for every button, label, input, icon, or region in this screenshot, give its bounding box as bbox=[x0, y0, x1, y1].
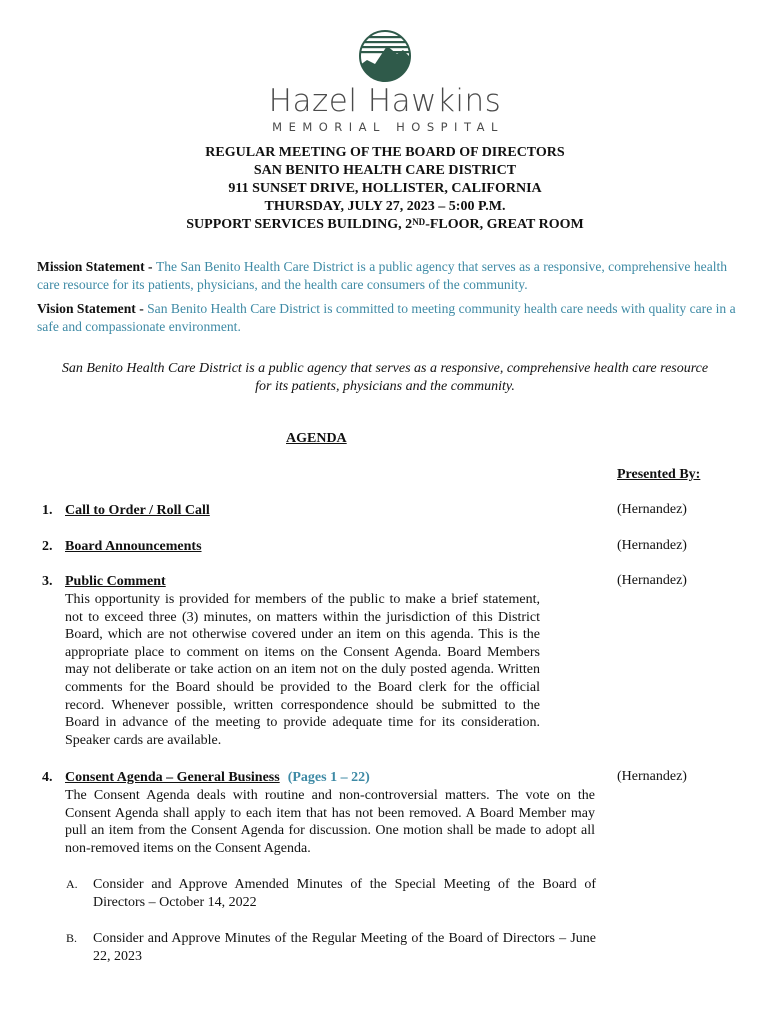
mission-text: The San Benito Health Care District is a public agency that serves as a responsive, comprehensive health care resource for its patients, physicians, and the health care consumers of the community. bbox=[37, 259, 728, 292]
vision-statement bbox=[37, 300, 737, 335]
item-3-presenter: (Hernandez) bbox=[617, 573, 687, 588]
item-number: 1. bbox=[42, 503, 53, 518]
presented-by-header: Presented By: bbox=[617, 467, 701, 482]
vision-text: San Benito Health Care District is committed to meeting community health care needs with quality care in a safe and compassionate environment. bbox=[37, 301, 736, 334]
heading-line-5 bbox=[0, 216, 770, 234]
vision-label: Vision Statement - bbox=[37, 301, 148, 316]
heading-line-5-pre: SUPPORT SERVICES BUILDING, 2 bbox=[186, 217, 413, 232]
meeting-heading bbox=[0, 144, 770, 234]
district-statement: San Benito Health Care District is a public agency that serves as a responsive, comprehensive health care resource for its patients, physicians and the community. bbox=[61, 361, 709, 394]
subitem-text: Consider and Approve Amended Minutes of the Special Meeting of the Board of Directors – October 14, 2022 bbox=[93, 877, 596, 910]
mission-statement bbox=[37, 258, 737, 293]
item-number: 2. bbox=[42, 539, 53, 554]
item-title: Public Comment bbox=[65, 574, 166, 589]
item-number: 4. bbox=[42, 770, 53, 785]
item-4-description: The Consent Agenda deals with routine and non-controversial matters. The vote on the Consent Agenda shall apply to each item that has not been removed. A Board Member may pull an item from the Consent Agenda for discussion. One motion shall be made to adopt all non-removed items on the Consent Agenda. bbox=[65, 788, 595, 856]
consent-subitem-a bbox=[66, 876, 596, 911]
heading-line-5-sup: ND bbox=[412, 217, 426, 227]
mission-label: Mission Statement - bbox=[37, 259, 156, 274]
subitem-label: A. bbox=[66, 877, 78, 891]
consent-subitem-b bbox=[66, 930, 596, 965]
item-title: Call to Order / Roll Call bbox=[65, 503, 210, 518]
agenda-item-4 bbox=[42, 769, 602, 787]
item-2-presenter: (Hernandez) bbox=[617, 538, 687, 553]
item-title: Board Announcements bbox=[65, 539, 202, 554]
logo-name: Hazel Hawkins bbox=[268, 83, 502, 119]
heading-line-3: 911 SUNSET DRIVE, HOLLISTER, CALIFORNIA bbox=[228, 181, 542, 196]
mountain-logo-icon bbox=[353, 30, 417, 82]
item-4-pages: (Pages 1 – 22) bbox=[287, 770, 370, 785]
item-number: 3. bbox=[42, 574, 53, 589]
subitem-label: B. bbox=[66, 931, 78, 945]
item-1-presenter: (Hernandez) bbox=[617, 502, 687, 517]
heading-line-1: REGULAR MEETING OF THE BOARD OF DIRECTORS bbox=[205, 145, 565, 160]
agenda-item-2 bbox=[42, 538, 542, 556]
heading-line-5-post: -FLOOR, GREAT ROOM bbox=[425, 217, 584, 232]
item-4-presenter: (Hernandez) bbox=[617, 769, 687, 784]
logo-subtitle: MEMORIAL HOSPITAL bbox=[272, 120, 504, 134]
agenda-item-3 bbox=[42, 573, 542, 591]
item-3-description: This opportunity is provided for members of the public to make a brief statement, not to exceed three (3) minutes, on matters within the jurisdiction of this District Board, which are not otherwise covered under an item on this agenda. This is the appropriate place to comment on items on the Consent Agenda. Board Members may not deliberate or take action on an item not on the duly posted agenda. Written comments for the Board should be provided to the Board clerk for the official record. Whenever possible, written correspondence should be submitted to the Board in advance of the meeting to provide adequate time for its consideration. Speaker cards are available. bbox=[65, 592, 540, 748]
heading-line-2: SAN BENITO HEALTH CARE DISTRICT bbox=[253, 163, 517, 178]
item-title: Consent Agenda – General Business bbox=[65, 770, 280, 785]
hospital-logo bbox=[0, 30, 770, 134]
subitem-text: Consider and Approve Minutes of the Regular Meeting of the Board of Directors – June 22, 2023 bbox=[93, 931, 596, 964]
agenda-item-1 bbox=[42, 502, 542, 520]
agenda-title: AGENDA bbox=[286, 431, 347, 446]
heading-line-4: THURSDAY, JULY 27, 2023 – 5:00 P.M. bbox=[264, 199, 506, 214]
